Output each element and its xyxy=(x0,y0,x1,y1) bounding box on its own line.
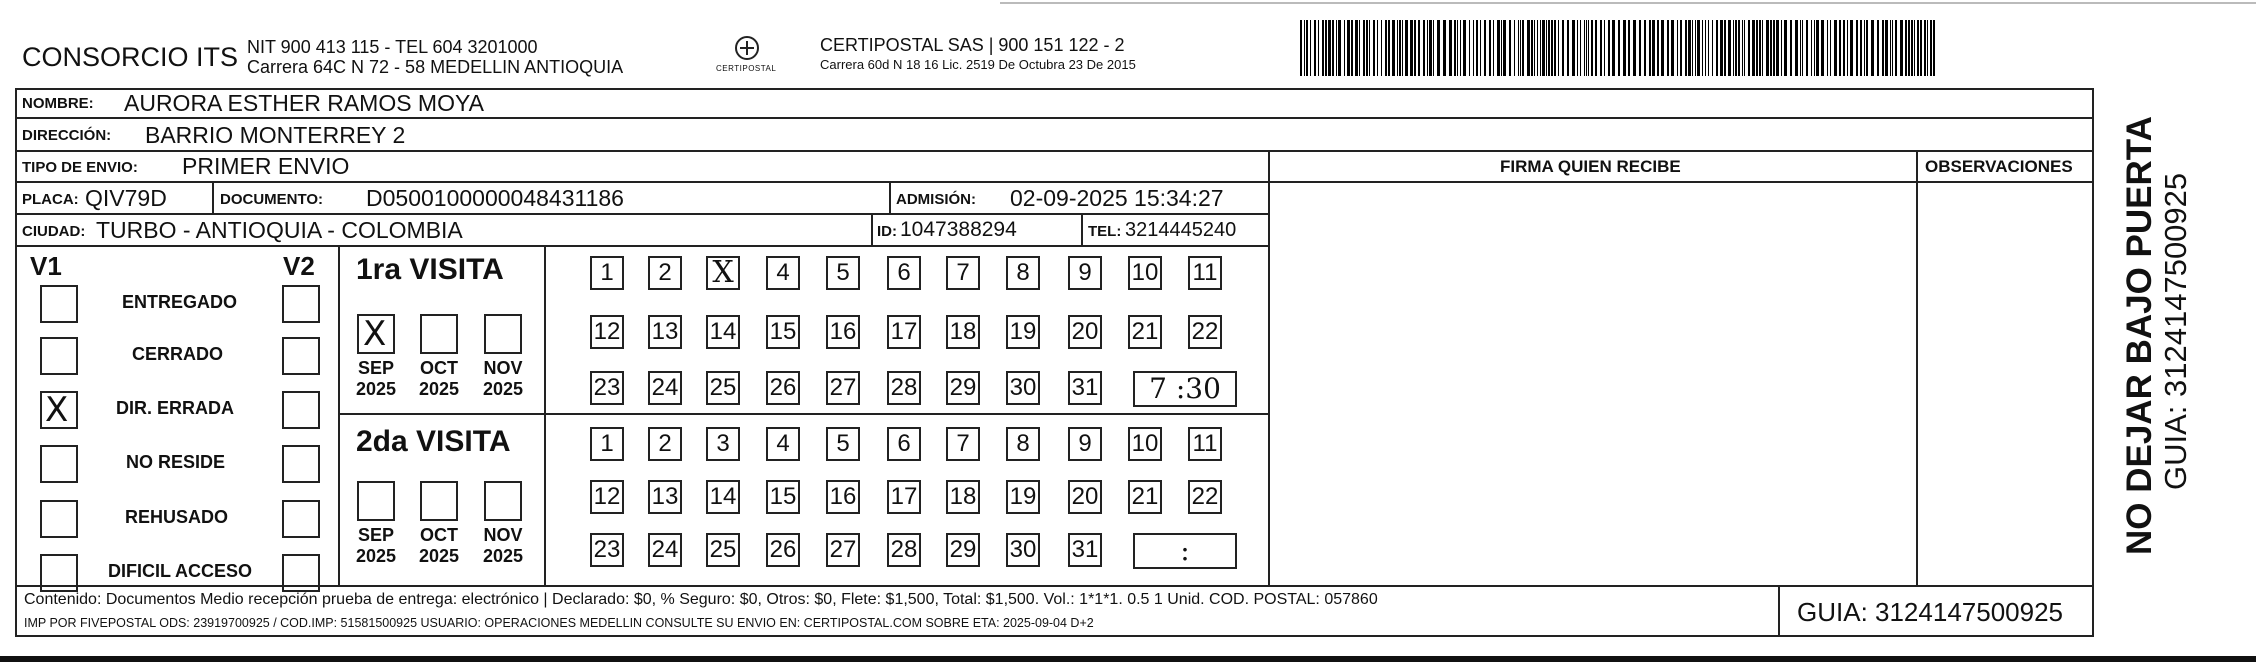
visit2-day-box[interactable]: 22 xyxy=(1188,480,1222,514)
visit1-day-box[interactable]: 7 xyxy=(946,256,980,290)
bottom-rule xyxy=(0,656,2256,662)
visit2-day-box[interactable]: 27 xyxy=(826,533,860,567)
v1-checkbox[interactable] xyxy=(40,391,78,429)
status-label: DIFICIL ACCESO xyxy=(108,561,253,581)
firma-label: FIRMA QUIEN RECIBE xyxy=(1500,157,1681,176)
v2-checkbox[interactable] xyxy=(282,554,320,592)
placa-label: PLACA: xyxy=(22,191,79,208)
visit2-day-box[interactable]: 10 xyxy=(1128,427,1162,461)
visit1-month-label xyxy=(473,358,533,399)
visit1-day-box[interactable] xyxy=(706,256,740,290)
visit1-day-box[interactable]: 13 xyxy=(648,315,682,349)
visit1-day-box[interactable]: 17 xyxy=(887,315,921,349)
v2-checkbox[interactable] xyxy=(282,285,320,323)
visit2-month-checkbox[interactable] xyxy=(420,481,458,521)
visit2-day-box[interactable]: 7 xyxy=(946,427,980,461)
month-name: SEP xyxy=(357,525,395,545)
certipostal-line2: Carrera 60d N 18 16 Lic. 2519 De Octubra 23 De 2015 xyxy=(820,57,1136,72)
visit1-day-box[interactable]: 31 xyxy=(1068,371,1102,405)
nombre-label: NOMBRE: xyxy=(22,95,94,112)
id-label: ID: xyxy=(877,223,897,240)
visit1-day-box[interactable]: 5 xyxy=(826,256,860,290)
month-name: OCT xyxy=(420,525,458,545)
visit1-day-box[interactable]: 6 xyxy=(887,256,921,290)
visit1-day-box[interactable]: 25 xyxy=(706,371,740,405)
footer-line1: Contenido: Documentos Medio recepción prueba de entrega: electrónico | Declarado: $0, % Seguro: $0, Otros: $0, Flete: $1,500, Total: $1,500. Vol.: 1*1*1. 0.5 1 Unid. COD. POSTAL: 057860 xyxy=(24,591,1378,608)
visit2-day-box[interactable]: 9 xyxy=(1068,427,1102,461)
visit2-month-checkbox[interactable] xyxy=(357,481,395,521)
documento-label: DOCUMENTO: xyxy=(220,191,324,208)
visit2-day-box[interactable]: 20 xyxy=(1068,480,1102,514)
tel-value: 3214445240 xyxy=(1125,219,1237,241)
visit2-day-box[interactable]: 3 xyxy=(706,427,740,461)
month-year: 2025 xyxy=(355,545,397,566)
month-name: NOV xyxy=(483,358,523,378)
visit2-day-box[interactable]: 19 xyxy=(1006,480,1040,514)
v1-checkbox[interactable] xyxy=(40,285,78,323)
visit1-month-checkbox[interactable] xyxy=(484,314,522,354)
visit1-day-box[interactable]: 1 xyxy=(590,256,624,290)
footer-guia: GUIA: 3124147500925 xyxy=(1797,597,2063,627)
visit2-day-box[interactable]: 28 xyxy=(887,533,921,567)
visit2-time-box[interactable]: : xyxy=(1133,533,1237,569)
visit1-title: 1ra VISITA xyxy=(356,253,504,286)
v1-checkbox[interactable] xyxy=(40,337,78,375)
visit1-day-box[interactable]: 22 xyxy=(1188,315,1222,349)
logo-text: CERTIPOSTAL xyxy=(716,64,777,73)
month-name: SEP xyxy=(357,358,395,378)
ciudad-value: TURBO - ANTIOQUIA - COLOMBIA xyxy=(96,217,463,243)
v2-checkbox[interactable] xyxy=(282,391,320,429)
month-year: 2025 xyxy=(482,378,524,399)
visit1-month-checkbox[interactable] xyxy=(420,314,458,354)
tipo-label: TIPO DE ENVIO: xyxy=(22,159,138,176)
visit1-month-label xyxy=(409,358,469,399)
visit2-day-box[interactable]: 24 xyxy=(648,533,682,567)
observaciones-label: OBSERVACIONES xyxy=(1925,157,2073,176)
visit1-day-box[interactable]: 14 xyxy=(706,315,740,349)
v2-label: V2 xyxy=(283,251,315,281)
visit2-day-box[interactable]: 25 xyxy=(706,533,740,567)
visit2-day-box[interactable]: 13 xyxy=(648,480,682,514)
visit1-day-box[interactable]: 20 xyxy=(1068,315,1102,349)
status-label: ENTREGADO xyxy=(122,292,238,312)
visit1-day-box[interactable]: 28 xyxy=(887,371,921,405)
visit2-day-box[interactable]: 30 xyxy=(1006,533,1040,567)
visit1-day-box[interactable]: 12 xyxy=(590,315,624,349)
v1-checkbox[interactable] xyxy=(40,500,78,538)
month-year: 2025 xyxy=(355,378,397,399)
visit2-day-box[interactable]: 14 xyxy=(706,480,740,514)
nombre-value: AURORA ESTHER RAMOS MOYA xyxy=(124,90,484,116)
status-label: REHUSADO xyxy=(125,507,229,527)
visit1-day-box[interactable]: 15 xyxy=(766,315,800,349)
nit-line: NIT 900 413 115 - TEL 604 3201000 xyxy=(247,37,538,57)
visit1-day-box[interactable]: 24 xyxy=(648,371,682,405)
tel-label: TEL: xyxy=(1088,223,1122,240)
visit2-day-box[interactable]: 1 xyxy=(590,427,624,461)
visit2-day-box[interactable]: 29 xyxy=(946,533,980,567)
visit1-month-mark: X xyxy=(363,314,387,354)
visit1-day-box[interactable]: 11 xyxy=(1188,256,1222,290)
tipo-value: PRIMER ENVIO xyxy=(182,153,350,179)
visit2-day-box[interactable]: 6 xyxy=(887,427,921,461)
visit1-time-box[interactable]: 7 :30 xyxy=(1133,371,1237,407)
observaciones-area[interactable] xyxy=(1918,183,2092,584)
firma-area[interactable] xyxy=(1270,183,1914,584)
v1-mark: X xyxy=(45,390,69,430)
side-guia: GUIA: 3124147500925 xyxy=(2158,172,2193,490)
visit2-day-box[interactable]: 15 xyxy=(766,480,800,514)
status-label: DIR. ERRADA xyxy=(116,398,235,418)
visit2-day-box[interactable]: 4 xyxy=(766,427,800,461)
visit2-month-label xyxy=(409,525,469,566)
visit1-day-box[interactable]: 18 xyxy=(946,315,980,349)
address-line: Carrera 64C N 72 - 58 MEDELLIN ANTIOQUIA xyxy=(247,57,624,77)
v2-checkbox[interactable] xyxy=(282,337,320,375)
visit1-day-box[interactable]: 27 xyxy=(826,371,860,405)
side-warning: NO DEJAR BAJO PUERTA xyxy=(2120,116,2159,555)
visit2-day-box[interactable]: 11 xyxy=(1188,427,1222,461)
barcode xyxy=(1300,20,1940,76)
visit2-day-box[interactable]: 8 xyxy=(1006,427,1040,461)
visit1-day-box[interactable]: 4 xyxy=(766,256,800,290)
certipostal-logo xyxy=(712,34,782,78)
certipostal-line1: CERTIPOSTAL SAS | 900 151 122 - 2 xyxy=(820,35,1125,55)
visit1-day-box[interactable]: 2 xyxy=(648,256,682,290)
footer-line2: IMP POR FIVEPOSTAL ODS: 23919700925 / COD.IMP: 51581500925 USUARIO: OPERACIONES MEDELLIN CONSULTE SU ENVIO EN: CERTIPOSTAL.COM SOBRE ETA: 2025-09-04 D+2 xyxy=(24,616,1094,630)
visit1-day-mark: X xyxy=(712,255,734,290)
month-year: 2025 xyxy=(418,378,460,399)
visit2-day-box[interactable]: 23 xyxy=(590,533,624,567)
admision-label: ADMISIÓN: xyxy=(896,191,976,208)
direccion-label: DIRECCIÓN: xyxy=(22,127,112,144)
company-name: CONSORCIO ITS xyxy=(22,42,239,72)
month-name: OCT xyxy=(420,358,458,378)
month-name: NOV xyxy=(483,525,523,545)
visit2-day-box[interactable]: 16 xyxy=(826,480,860,514)
ciudad-label: CIUDAD: xyxy=(22,223,86,240)
visit1-day-box[interactable]: 16 xyxy=(826,315,860,349)
visit2-month-label xyxy=(346,525,406,566)
v1-checkbox[interactable] xyxy=(40,445,78,483)
visit2-day-box[interactable]: 21 xyxy=(1128,480,1162,514)
id-value: 1047388294 xyxy=(900,218,1017,241)
visit2-day-box[interactable]: 5 xyxy=(826,427,860,461)
visit1-day-box[interactable]: 30 xyxy=(1006,371,1040,405)
visit1-day-box[interactable]: 21 xyxy=(1128,315,1162,349)
visit2-day-box[interactable]: 31 xyxy=(1068,533,1102,567)
v2-checkbox[interactable] xyxy=(282,500,320,538)
visit2-day-box[interactable]: 17 xyxy=(887,480,921,514)
month-year: 2025 xyxy=(418,545,460,566)
visit1-month-checkbox[interactable] xyxy=(357,314,395,354)
visit1-day-box[interactable]: 8 xyxy=(1006,256,1040,290)
documento-value: D0500100000048431186 xyxy=(366,185,624,211)
direccion-value: BARRIO MONTERREY 2 xyxy=(145,122,406,148)
status-label: CERRADO xyxy=(132,344,224,364)
visit1-day-box[interactable]: 19 xyxy=(1006,315,1040,349)
status-label: NO RESIDE xyxy=(126,452,226,472)
visit1-day-box[interactable]: 29 xyxy=(946,371,980,405)
visit2-day-box[interactable]: 18 xyxy=(946,480,980,514)
v1-label: V1 xyxy=(30,251,62,281)
visit2-day-box[interactable]: 12 xyxy=(590,480,624,514)
visit2-month-checkbox[interactable] xyxy=(484,481,522,521)
visit1-day-box[interactable]: 9 xyxy=(1068,256,1102,290)
visit1-day-box[interactable]: 10 xyxy=(1128,256,1162,290)
visit1-day-box[interactable]: 26 xyxy=(766,371,800,405)
visit1-day-box[interactable]: 23 xyxy=(590,371,624,405)
visit2-month-label xyxy=(473,525,533,566)
visit2-title: 2da VISITA xyxy=(356,425,511,458)
top-rule xyxy=(1000,2,2256,4)
visit2-day-box[interactable]: 2 xyxy=(648,427,682,461)
visit1-month-label xyxy=(346,358,406,399)
v2-checkbox[interactable] xyxy=(282,445,320,483)
month-year: 2025 xyxy=(482,545,524,566)
v1-checkbox[interactable] xyxy=(40,554,78,592)
placa-value: QIV79D xyxy=(85,185,167,211)
visit2-day-box[interactable]: 26 xyxy=(766,533,800,567)
admision-value: 02-09-2025 15:34:27 xyxy=(1010,185,1224,211)
